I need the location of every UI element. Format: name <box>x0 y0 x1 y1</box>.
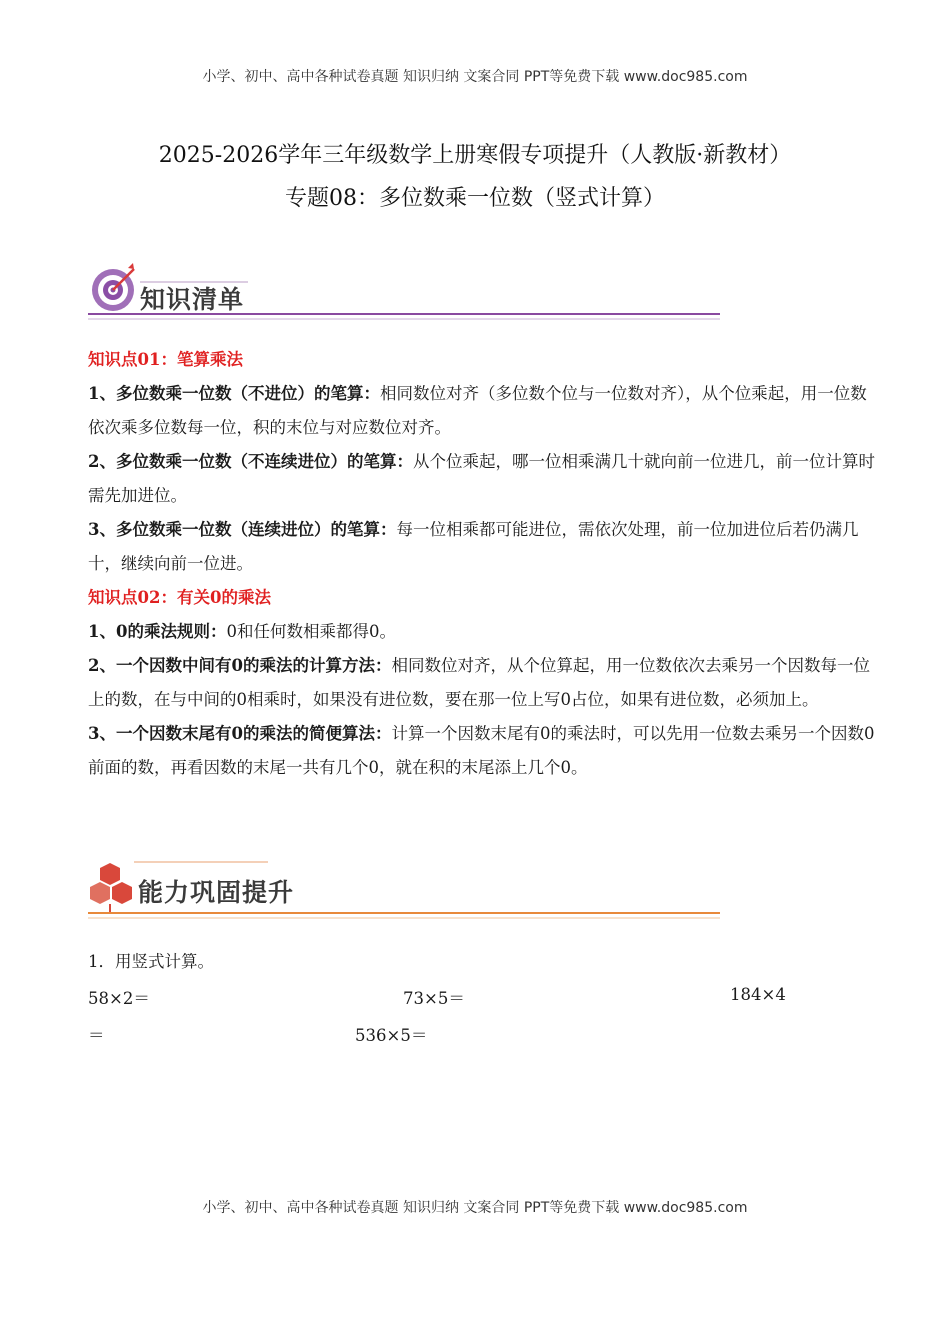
kp1-item-3: 3、多位数乘一位数（连续进位）的笔算：每一位相乘都可能进位，需依次处理，前一位加进位后若仍满几十，继续向前一位进。 <box>88 520 859 573</box>
kp1-item-2: 2、多位数乘一位数（不连续进位）的笔算：从个位乘起，哪一位相乘满几十就向前一位进几，前一位计算时需先加进位。 <box>88 452 875 505</box>
knowledge-list-banner <box>88 262 723 332</box>
document-title: 2025-2026学年三年级数学上册寒假专项提升（人教版·新教材） <box>158 143 792 168</box>
knowledge-section <box>88 343 878 785</box>
question-2: 73×5＝ <box>403 989 465 1008</box>
kp2-item-2: 2、一个因数中间有0的乘法的计算方法：相同数位对齐，从个位算起，用一位数依次去乘另一个因数每一位上的数，在与中间的0相乘时，如果没有进位数，要在那一位上写0占位，如果有进位数，必须加上。 <box>88 656 870 709</box>
document-subtitle: 专题08：多位数乘一位数（竖式计算） <box>285 186 665 211</box>
page-footer: 小学、初中、高中各种试卷真题 知识归纳 文案合同 PPT等免费下载 www.doc985.com <box>202 1200 748 1216</box>
question-1: 58×2＝ <box>88 989 150 1008</box>
question-4: 536×5＝ <box>355 1026 428 1045</box>
banner-title: 知识清单 <box>140 285 245 314</box>
kp2-item-3: 3、一个因数末尾有0的乘法的简便算法：计算一个因数末尾有0的乘法时，可以先用一位数去乘另一个因数0前面的数，再看因数的末尾一共有几个0，就在积的末尾添上几个0。 <box>88 724 875 777</box>
page-header: 小学、初中、高中各种试卷真题 知识归纳 文案合同 PPT等免费下载 www.doc985.com <box>202 69 748 85</box>
kp2-item-1: 1、0的乘法规则：0和任何数相乘都得0。 <box>88 622 396 641</box>
exercise-prompt: 1．用竖式计算。 <box>88 952 214 971</box>
kp2-heading: 知识点02：有关0的乘法 <box>88 588 271 607</box>
question-3: 184×4 <box>730 985 786 1004</box>
question-3-equals: ＝ <box>88 1026 105 1045</box>
banner-title: 能力巩固提升 <box>138 878 295 907</box>
kp1-heading: 知识点01：笔算乘法 <box>88 350 243 369</box>
kp1-item-1: 1、多位数乘一位数（不进位）的笔算：相同数位对齐（多位数个位与一位数对齐），从个位乘起，用一位数依次乘多位数每一位，积的末位与对应数位对齐。 <box>88 384 867 437</box>
ability-banner <box>88 855 723 925</box>
